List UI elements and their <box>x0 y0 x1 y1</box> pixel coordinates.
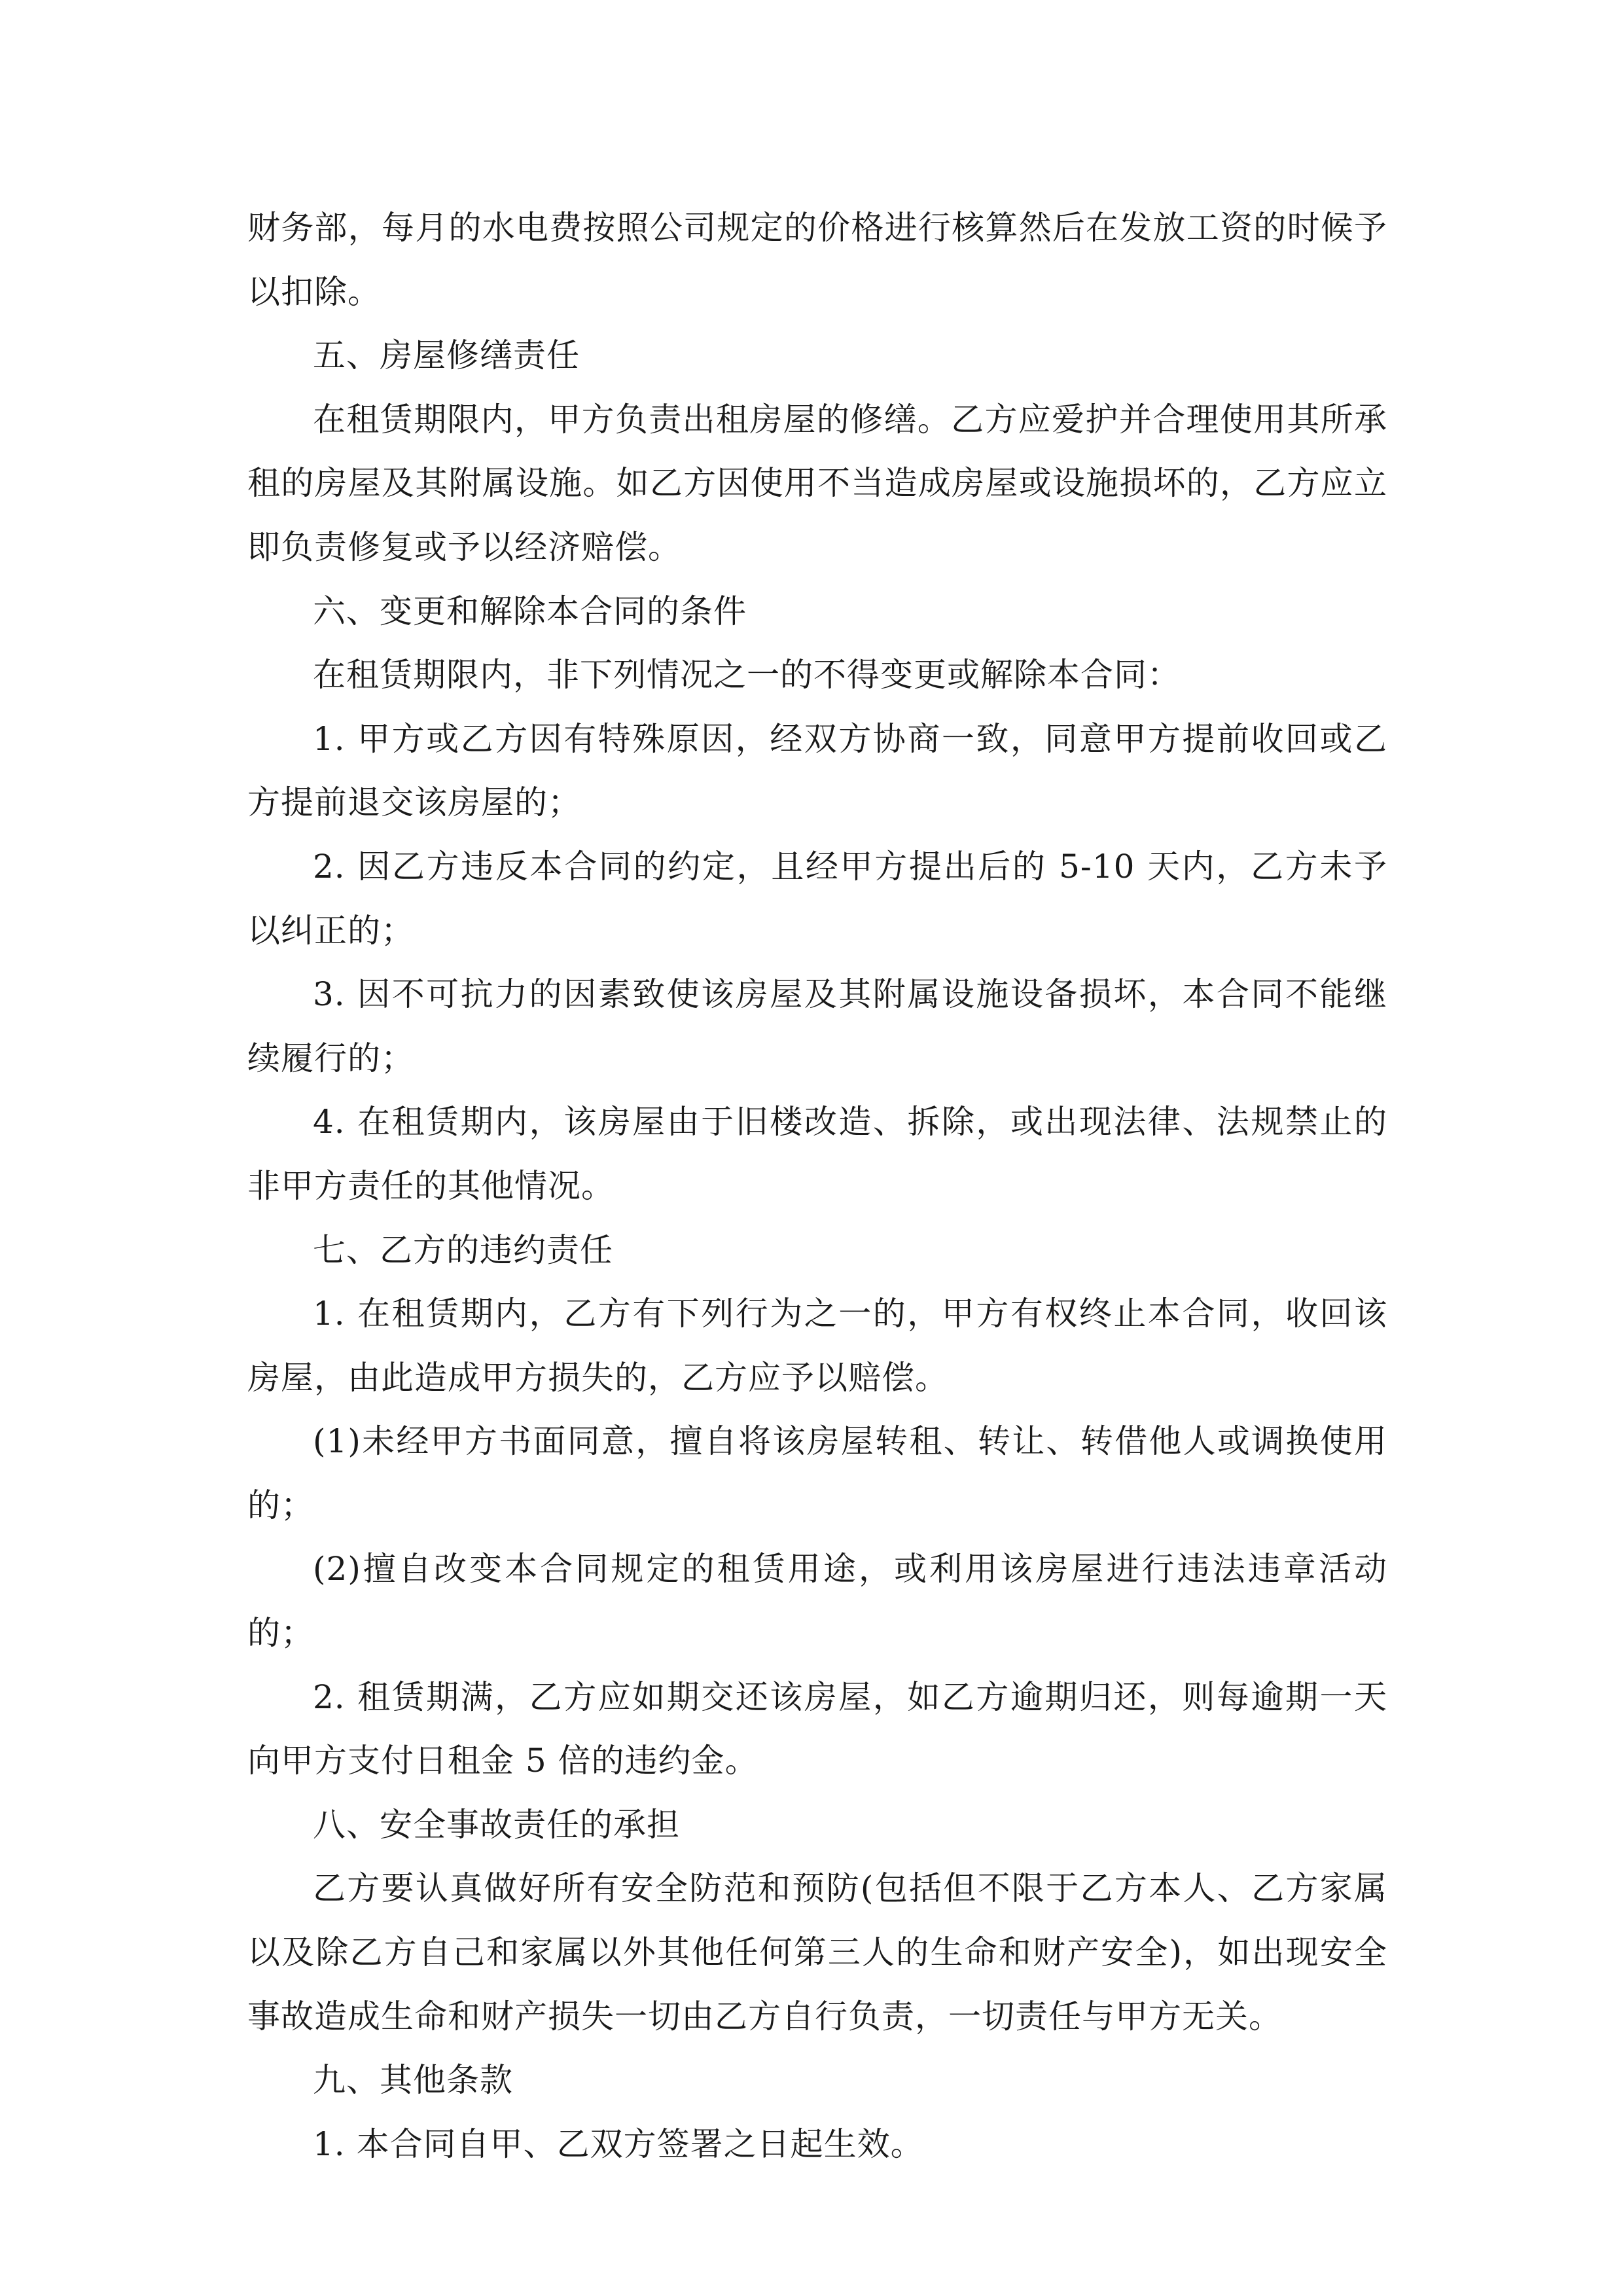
section-heading: 八、安全事故责任的承担 <box>313 1805 680 1844</box>
list-item: 1. 甲方或乙方因有特殊原因，经双方协商一致，同意甲方提前收回或乙方提前退交该房屋的； <box>247 719 1387 822</box>
paragraph: 乙方要认真做好所有安全防范和预防(包括但不限于乙方本人、乙方家属以及除乙方自己和家属以外其他任何第三人的生命和财产安全)，如出现安全事故造成生命和财产损失一切由乙方自行负责，一切责任与甲方无关。 <box>247 1869 1387 2036</box>
section-heading: 五、房屋修缮责任 <box>313 336 580 375</box>
list-item: 2. 租赁期满，乙方应如期交还该房屋，如乙方逾期归还，则每逾期一天向甲方支付日租金 5 倍的违约金。 <box>247 1677 1387 1780</box>
paragraph: 在租赁期限内，甲方负责出租房屋的修缮。乙方应爱护并合理使用其所承租的房屋及其附属设施。如乙方因使用不当造成房屋或设施损坏的，乙方应立即负责修复或予以经济赔偿。 <box>247 400 1387 566</box>
list-item: 2. 因乙方违反本合同的约定，且经甲方提出后的 5-10 天内，乙方未予以纠正的； <box>247 847 1387 950</box>
section-heading: 九、其他条款 <box>313 2061 513 2100</box>
sub-list-item: (2)擅自改变本合同规定的租赁用途，或利用该房屋进行违法违章活动的； <box>247 1550 1387 1653</box>
paragraph: 在租赁期限内，非下列情况之一的不得变更或解除本合同： <box>313 656 1181 694</box>
section-heading: 七、乙方的违约责任 <box>313 1230 613 1269</box>
sub-list-item: (1)未经甲方书面同意，擅自将该房屋转租、转让、转借他人或调换使用的； <box>247 1422 1387 1524</box>
list-item: 4. 在租赁期内，该房屋由于旧楼改造、拆除，或出现法律、法规禁止的非甲方责任的其他情况。 <box>247 1103 1387 1205</box>
list-item: 1. 本合同自甲、乙双方签署之日起生效。 <box>313 2125 924 2163</box>
list-item: 1. 在租赁期内，乙方有下列行为之一的，甲方有权终止本合同，收回该房屋，由此造成甲方损失的，乙方应予以赔偿。 <box>247 1295 1387 1397</box>
section-heading: 六、变更和解除本合同的条件 <box>313 592 747 630</box>
paragraph: 财务部，每月的水电费按照公司规定的价格进行核算然后在发放工资的时候予以扣除。 <box>247 209 1387 311</box>
contract-body <box>247 196 1387 2176</box>
list-item: 3. 因不可抗力的因素致使该房屋及其附属设施设备损坏，本合同不能继续履行的； <box>247 975 1387 1077</box>
